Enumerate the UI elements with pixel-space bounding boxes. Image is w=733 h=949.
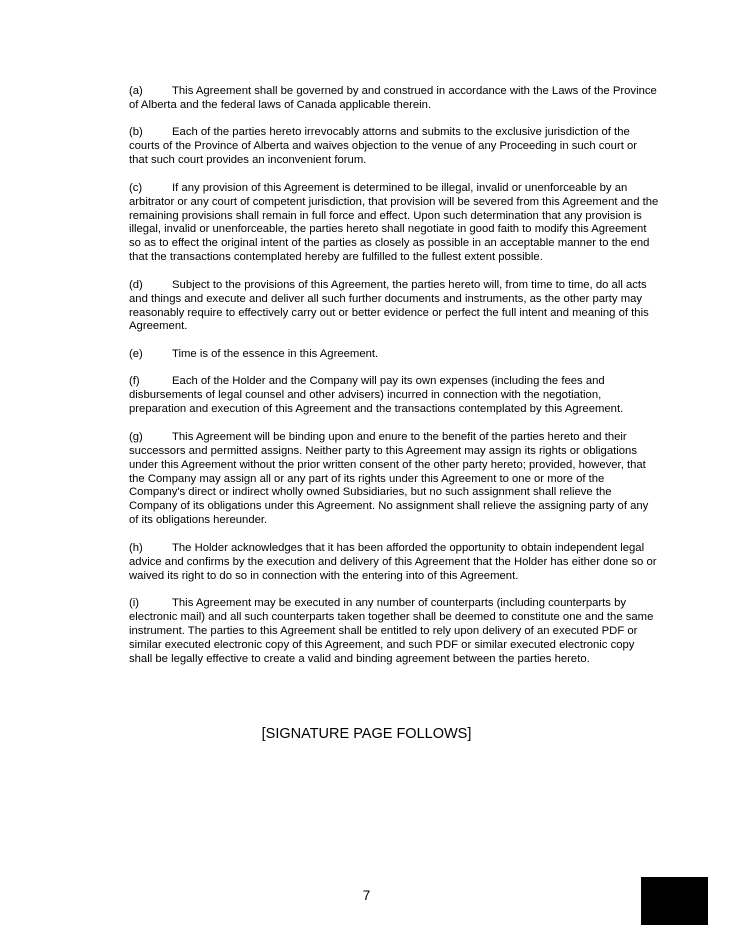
clause-text: This Agreement shall be governed by and construed in accordance with the Laws of the Province of Alberta and the federal laws of Canada applicable therein. [129,85,657,111]
clause-text: The Holder acknowledges that it has been afforded the opportunity to obtain independent legal advice and confirms by the execution and delivery of this Agreement that the Holder has either done so or waived its right to do so in connection with the entering into of this Agreement. [129,541,657,582]
page-number: 7 [362,888,371,903]
clause-label: (b) [129,126,143,139]
clause-e [129,348,659,362]
clause-list [129,85,659,680]
clause-label: (g) [129,430,143,443]
clause-text: This Agreement will be binding upon and enure to the benefit of the parties hereto and their successors and permitted assigns. Neither party to this Agreement may assign its rights or obligations under this Agreement without the prior written consent of the other party hereto; provided, however, that the Company may assign all or any part of its rights under this Agreement to one or more of the Company's direct or indirect wholly owned Subsidiaries, but no such assignment shall relieve the Company of its obligations under this Agreement. No assignment shall relieve the assigning party of any of its obligations hereunder. [129,430,649,527]
clause-label: (d) [129,278,143,291]
clause-c [129,182,659,265]
clause-label: (e) [129,347,143,360]
clause-label: (c) [129,181,143,194]
clause-label: (f) [129,375,140,388]
clause-text: If any provision of this Agreement is determined to be illegal, invalid or unenforceable by an arbitrator or any court of competent jurisdiction, that provision will be severed from this Agreement and the remaining provisions shall remain in full force and effect. Upon such determination that any provision is illegal, invalid or unenforceable, the parties hereto shall negotiate in good faith to modify this Agreement so as to effect the original intent of the parties as closely as possible in an acceptable manner to the end that the transactions contemplated hereby are fulfilled to the fullest extent possible. [129,181,659,264]
clause-text: Subject to the provisions of this Agreement, the parties hereto will, from time to time, do all acts and things and execute and deliver all such further documents and instruments, as the other party may reasonably require to effectively carry out or better evidence or perfect the full intent and meaning of this Agreement. [129,278,649,333]
redaction-box [641,877,708,925]
clause-b [129,126,659,168]
signature-page-notice: [SIGNATURE PAGE FOLLOWS] [261,726,472,742]
clause-d [129,279,659,335]
clause-f [129,375,659,417]
clause-text: Time is of the essence in this Agreement. [172,347,379,360]
clause-text: Each of the parties hereto irrevocably attorns and submits to the exclusive jurisdiction of the courts of the Province of Alberta and waives objection to the venue of any Proceeding in such court or that such court provides an inconvenient forum. [129,126,638,167]
clause-i [129,597,659,667]
clause-label: (i) [129,597,140,610]
clause-label: (h) [129,541,143,554]
clause-a [129,85,659,113]
clause-text: This Agreement may be executed in any number of counterparts (including counterparts by electronic mail) and all such counterparts taken together shall be deemed to constitute one and the same instrument. The parties to this Agreement shall be entitled to rely upon delivery of an executed PDF or similar executed electronic copy of this Agreement, and such PDF or similar executed electronic copy shall be legally effective to create a valid and binding agreement between the parties hereto. [129,597,654,665]
clause-g [129,431,659,528]
clause-label: (a) [129,85,143,97]
clause-h [129,542,659,584]
clause-text: Each of the Holder and the Company will pay its own expenses (including the fees and disbursements of legal counsel and other advisers) incurred in connection with the negotiation, preparation and execution of this Agreement and the transactions contemplated by this Agreement. [129,375,624,416]
